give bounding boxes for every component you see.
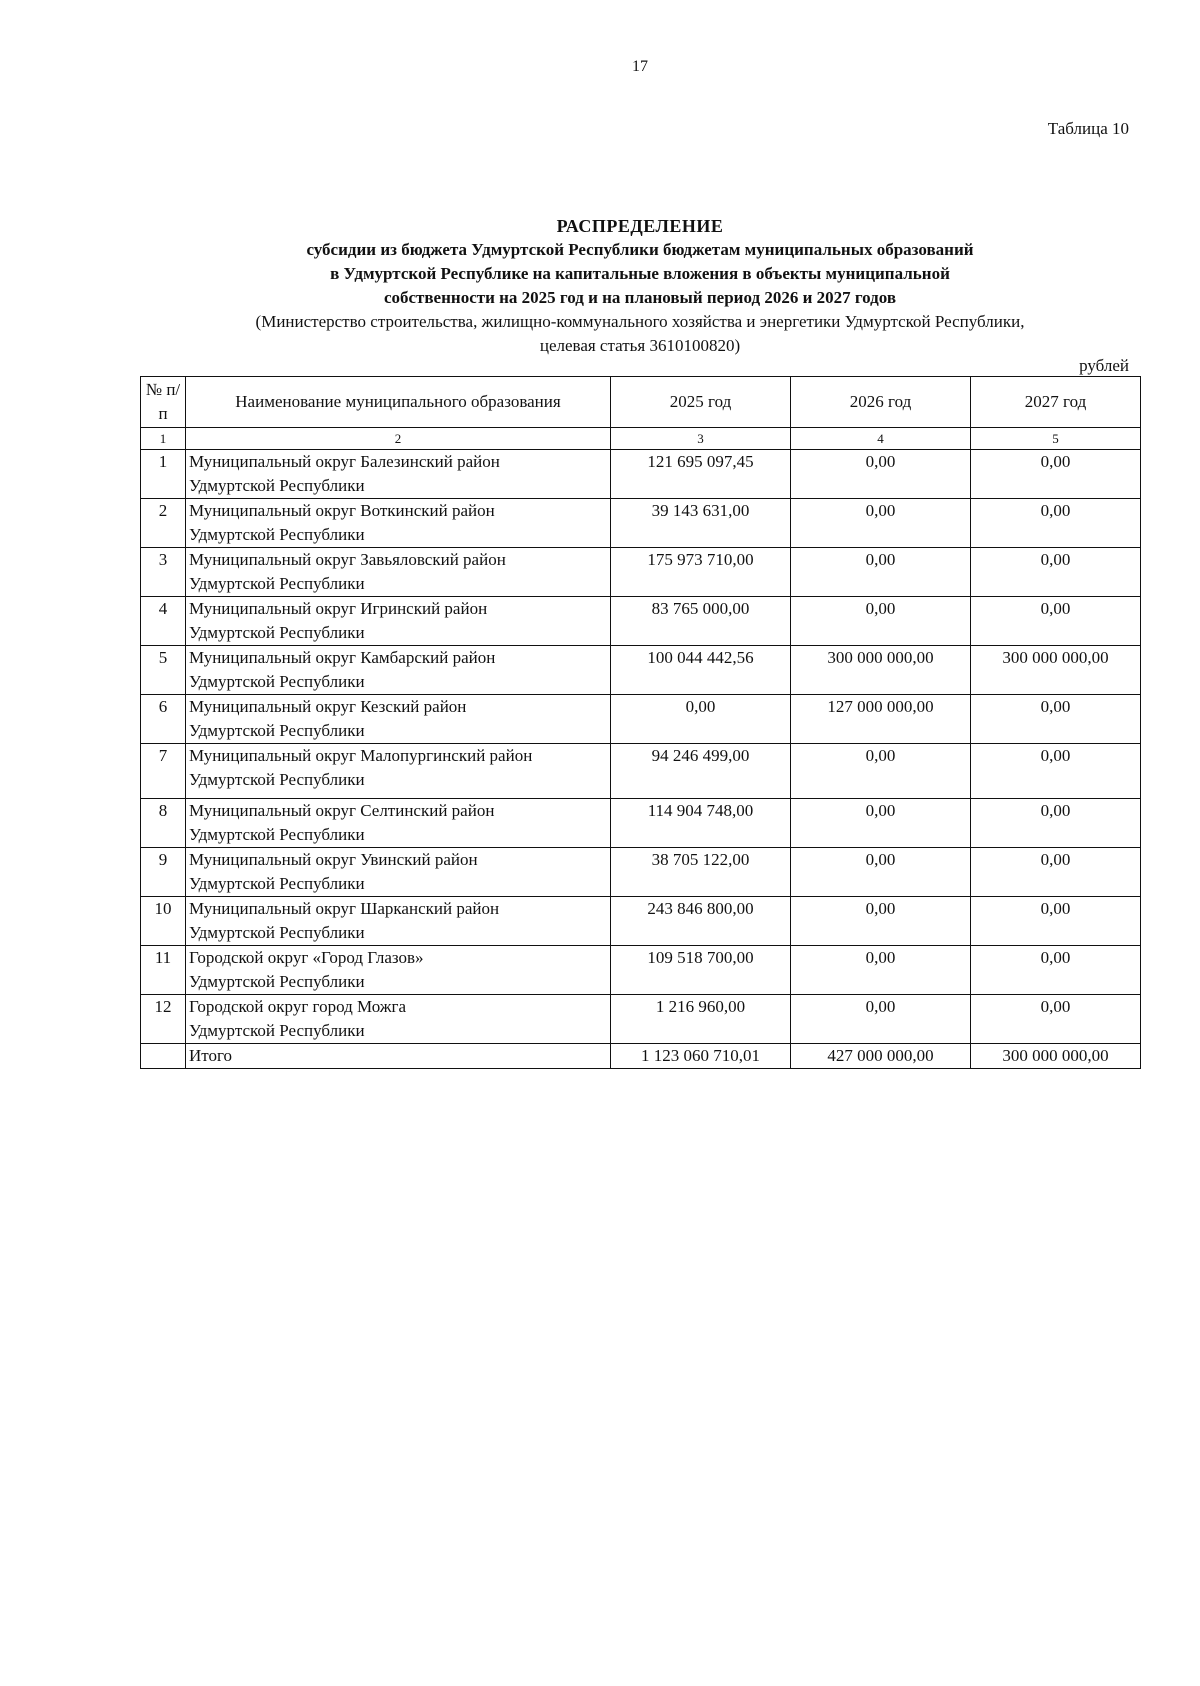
total-label: Итого [186, 1044, 611, 1069]
municipality-name-line: Городской округ город Можга [189, 997, 407, 1016]
value-2025: 1 216 960,00 [611, 995, 791, 1044]
municipality-name [186, 597, 611, 646]
municipality-name [186, 695, 611, 744]
value-2027: 0,00 [971, 548, 1141, 597]
document-note: (Министерство строительства, жилищно-коммунального хозяйства и энергетики Удмуртской Республики, целевая статья 3610100820) [255, 312, 1025, 355]
column-number-row [141, 428, 1141, 450]
municipality-name [186, 548, 611, 597]
table-row [141, 897, 1141, 946]
municipality-region-line: Удмуртской Республики [189, 476, 365, 495]
municipality-name [186, 499, 611, 548]
value-2025: 114 904 748,00 [611, 799, 791, 848]
value-2025: 175 973 710,00 [611, 548, 791, 597]
value-2027: 0,00 [971, 597, 1141, 646]
value-2025: 83 765 000,00 [611, 597, 791, 646]
total-2026: 427 000 000,00 [791, 1044, 971, 1069]
value-2025: 243 846 800,00 [611, 897, 791, 946]
row-number: 4 [141, 597, 186, 646]
document-subtitle: субсидии из бюджета Удмуртской Республики бюджетам муниципальных образований в Удмуртской Республике на капитальные вложения в объекты муниципальной собственности на 2025 год и на плановый период 2026 и 2027 годов [306, 240, 974, 307]
units-label: рублей [1079, 356, 1129, 375]
table-row [141, 695, 1141, 744]
table-row [141, 799, 1141, 848]
table-row [141, 946, 1141, 995]
table-row [141, 744, 1141, 799]
table-label: Таблица 10 [1047, 119, 1129, 138]
value-2026: 0,00 [791, 897, 971, 946]
municipality-region-line: Удмуртской Республики [189, 825, 365, 844]
table-header-row [141, 377, 1141, 428]
table-row [141, 848, 1141, 897]
value-2027: 300 000 000,00 [971, 646, 1141, 695]
municipality-name-line: Городской округ «Город Глазов» [189, 948, 424, 967]
value-2027: 0,00 [971, 946, 1141, 995]
value-2026: 127 000 000,00 [791, 695, 971, 744]
distribution-table [140, 376, 1141, 1069]
value-2026: 0,00 [791, 450, 971, 499]
row-number: 5 [141, 646, 186, 695]
municipality-region-line: Удмуртской Республики [189, 874, 365, 893]
value-2027: 0,00 [971, 499, 1141, 548]
municipality-region-line: Удмуртской Республики [189, 972, 365, 991]
municipality-name [186, 744, 611, 799]
header-2025: 2025 год [611, 377, 791, 428]
value-2026: 0,00 [791, 995, 971, 1044]
municipality-name [186, 897, 611, 946]
title-block [140, 214, 1140, 358]
municipality-name-line: Муниципальный округ Камбарский район [189, 648, 496, 667]
total-2027: 300 000 000,00 [971, 1044, 1141, 1069]
row-number: 10 [141, 897, 186, 946]
municipality-name [186, 946, 611, 995]
table-row [141, 995, 1141, 1044]
total-row [141, 1044, 1141, 1069]
value-2026: 0,00 [791, 744, 971, 799]
municipality-region-line: Удмуртской Республики [189, 770, 365, 789]
page-number: 17 [632, 58, 648, 75]
value-2026: 0,00 [791, 848, 971, 897]
value-2027: 0,00 [971, 799, 1141, 848]
municipality-name-line: Муниципальный округ Завьяловский район [189, 550, 506, 569]
value-2025: 38 705 122,00 [611, 848, 791, 897]
municipality-name [186, 848, 611, 897]
municipality-region-line: Удмуртской Республики [189, 672, 365, 691]
table-row [141, 499, 1141, 548]
table-row [141, 548, 1141, 597]
column-number: 5 [971, 428, 1141, 450]
table-row [141, 597, 1141, 646]
value-2025: 121 695 097,45 [611, 450, 791, 499]
value-2027: 0,00 [971, 450, 1141, 499]
municipality-name-line: Муниципальный округ Игринский район [189, 599, 488, 618]
header-no: № п/п [141, 377, 186, 428]
column-number: 1 [141, 428, 186, 450]
value-2027: 0,00 [971, 995, 1141, 1044]
row-number: 8 [141, 799, 186, 848]
row-number: 6 [141, 695, 186, 744]
municipality-name-line: Муниципальный округ Воткинский район [189, 501, 495, 520]
municipality-name [186, 450, 611, 499]
document-title: РАСПРЕДЕЛЕНИЕ [556, 216, 724, 236]
municipality-name-line: Муниципальный округ Селтинский район [189, 801, 495, 820]
column-number: 2 [186, 428, 611, 450]
municipality-region-line: Удмуртской Республики [189, 623, 365, 642]
row-number: 9 [141, 848, 186, 897]
column-number: 4 [791, 428, 971, 450]
municipality-name-line: Муниципальный округ Шарканский район [189, 899, 500, 918]
municipality-region-line: Удмуртской Республики [189, 923, 365, 942]
municipality-name [186, 799, 611, 848]
header-2026: 2026 год [791, 377, 971, 428]
municipality-region-line: Удмуртской Республики [189, 721, 365, 740]
value-2026: 0,00 [791, 597, 971, 646]
row-number: 12 [141, 995, 186, 1044]
municipality-name-line: Муниципальный округ Балезинский район [189, 452, 500, 471]
row-number: 3 [141, 548, 186, 597]
value-2027: 0,00 [971, 897, 1141, 946]
table-row [141, 450, 1141, 499]
value-2026: 0,00 [791, 946, 971, 995]
municipality-name-line: Муниципальный округ Кезский район [189, 697, 467, 716]
value-2025: 109 518 700,00 [611, 946, 791, 995]
table-row [141, 646, 1141, 695]
column-number: 3 [611, 428, 791, 450]
value-2027: 0,00 [971, 744, 1141, 799]
municipality-region-line: Удмуртской Республики [189, 574, 365, 593]
municipality-name-line: Муниципальный округ Увинский район [189, 850, 478, 869]
value-2027: 0,00 [971, 695, 1141, 744]
total-no [141, 1044, 186, 1069]
row-number: 11 [141, 946, 186, 995]
header-2027: 2027 год [971, 377, 1141, 428]
municipality-name-line: Муниципальный округ Малопургинский район [189, 746, 533, 765]
value-2025: 94 246 499,00 [611, 744, 791, 799]
value-2027: 0,00 [971, 848, 1141, 897]
row-number: 1 [141, 450, 186, 499]
value-2026: 0,00 [791, 548, 971, 597]
row-number: 7 [141, 744, 186, 799]
header-name: Наименование муниципального образования [186, 377, 611, 428]
municipality-name [186, 646, 611, 695]
row-number: 2 [141, 499, 186, 548]
municipality-name [186, 995, 611, 1044]
value-2026: 0,00 [791, 799, 971, 848]
value-2025: 100 044 442,56 [611, 646, 791, 695]
total-2025: 1 123 060 710,01 [611, 1044, 791, 1069]
value-2026: 0,00 [791, 499, 971, 548]
value-2026: 300 000 000,00 [791, 646, 971, 695]
municipality-region-line: Удмуртской Республики [189, 525, 365, 544]
value-2025: 39 143 631,00 [611, 499, 791, 548]
value-2025: 0,00 [611, 695, 791, 744]
municipality-region-line: Удмуртской Республики [189, 1021, 365, 1040]
